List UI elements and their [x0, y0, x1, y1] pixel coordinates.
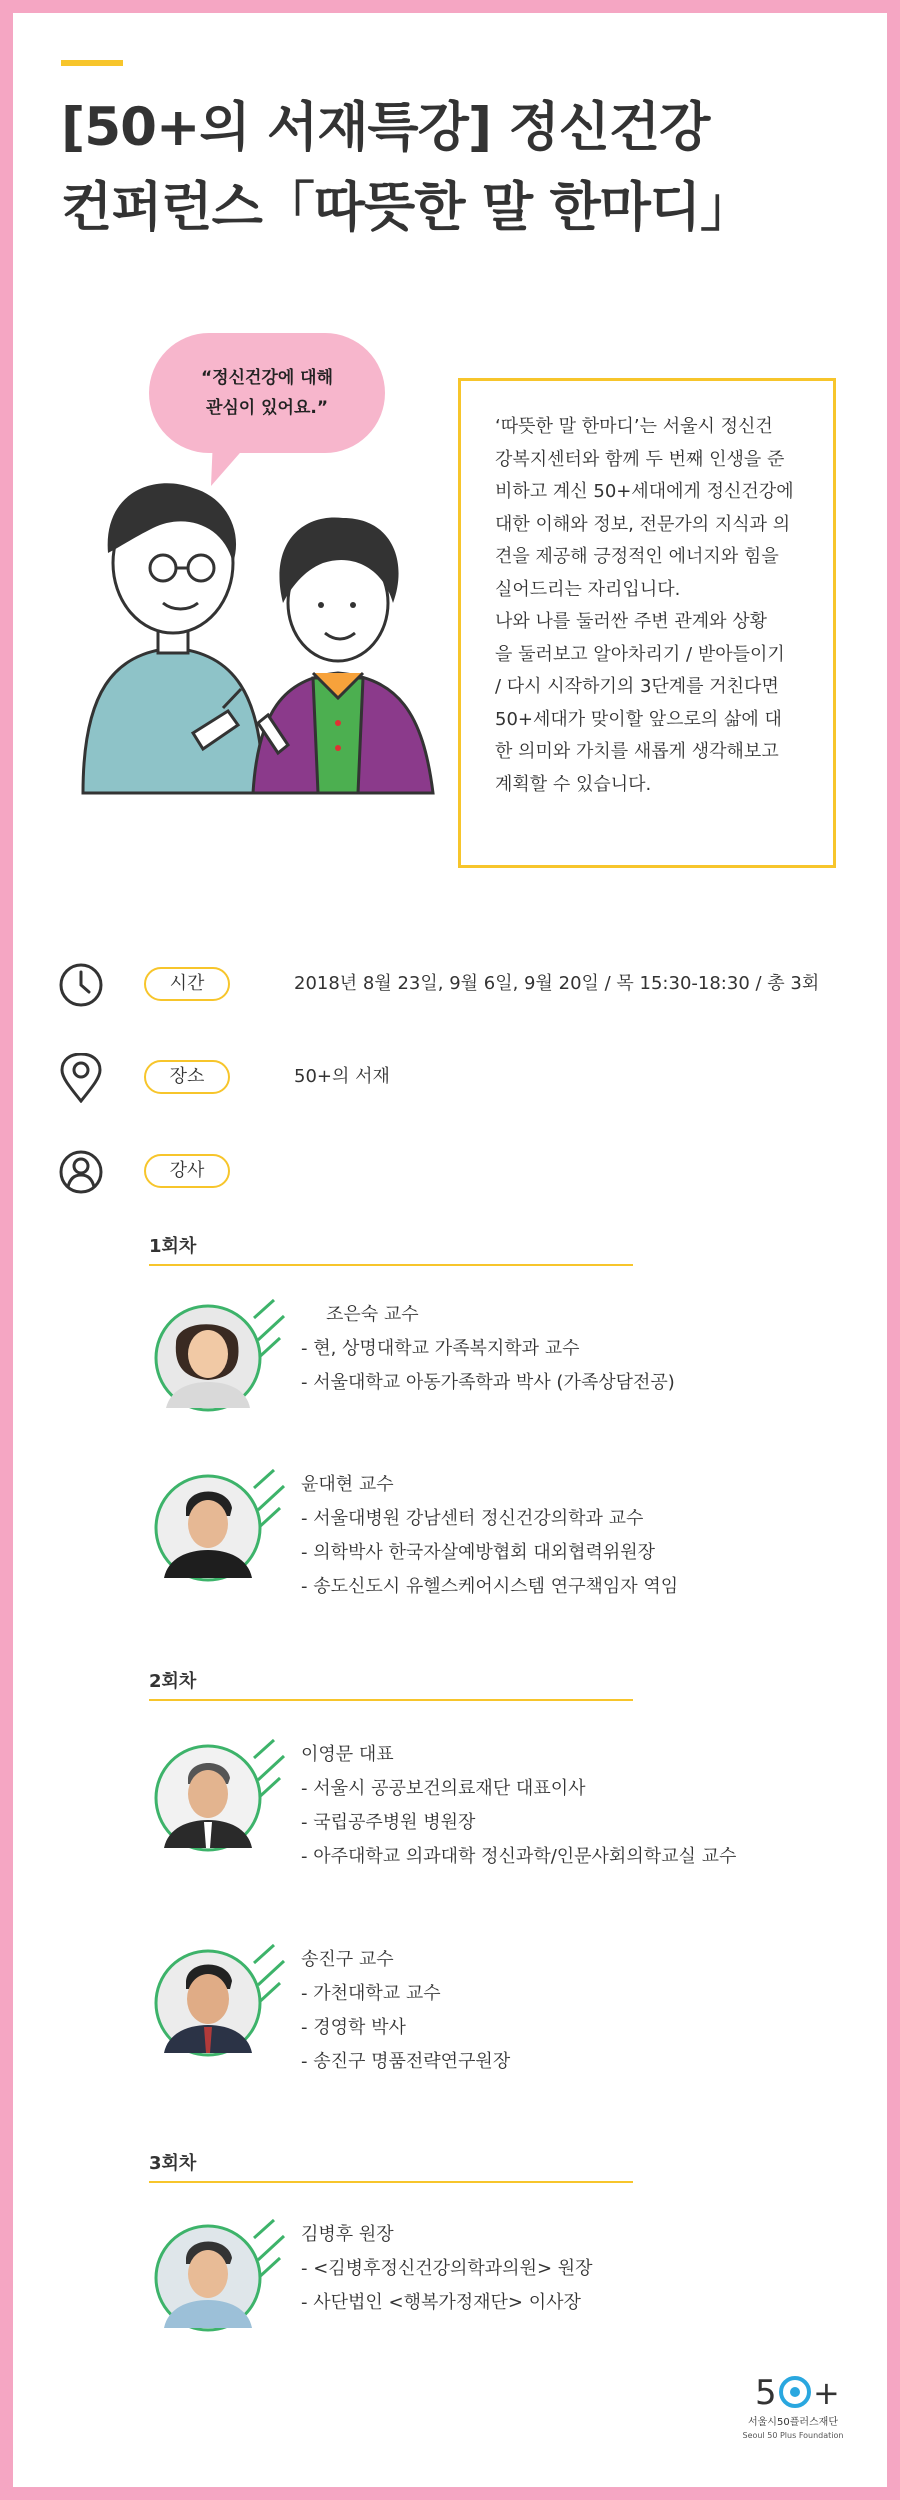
speaker-name: 김병후 원장 [301, 2224, 394, 2245]
speaker-detail: - 현, 상명대학교 가족복지학과 교수 [301, 1338, 580, 1359]
time-value: 2018년 8월 23일, 9월 6일, 9월 20일 / 목 15:30-18:30 / 총 3회 [294, 973, 820, 994]
logo-korean-name: 서울시50플러스재단 [747, 2417, 838, 2428]
speaker-detail: - <김병후정신건강의학과의원> 원장 [301, 2258, 593, 2279]
speaker-detail: - 사단법인 <행복가정재단> 이사장 [301, 2292, 581, 2313]
man-figure [83, 483, 263, 793]
session-3-divider [149, 2181, 633, 2183]
description-box [458, 378, 836, 868]
speaker-card [146, 1738, 846, 1867]
speaker-avatar [146, 1298, 286, 1418]
speaker-detail: - 국립공주병원 병원장 [301, 1812, 476, 1833]
speaker-detail: - 송도신도시 유헬스케어시스템 연구책임자 역임 [301, 1576, 679, 1597]
speaker-detail: - 서울대학교 아동가족학과 박사 (가족상담전공) [301, 1372, 675, 1393]
speaker-detail: - 서울대병원 강남센터 정신건강의학과 교수 [301, 1508, 644, 1529]
info-row-time [58, 960, 858, 1010]
info-row-place [58, 1053, 858, 1103]
time-label-pill: 시간 [144, 967, 230, 1001]
speaker-card [146, 1468, 846, 1597]
session-3-label: 3회차 [149, 2153, 197, 2174]
speaker-avatar [146, 2218, 286, 2338]
poster-page [13, 13, 887, 2487]
location-pin-icon [58, 1053, 104, 1103]
speaker-detail: - 경영학 박사 [301, 2017, 406, 2038]
session-1-divider [149, 1264, 633, 1266]
bubble-line-1: “정신건강에 대해 [200, 368, 334, 388]
two-people-illustration [53, 453, 473, 803]
place-value: 50+의 서재 [294, 1066, 390, 1087]
speaker-card [146, 1943, 846, 2072]
speaker-avatar [146, 1738, 286, 1858]
woman-figure [253, 517, 433, 793]
speaker-detail: - 아주대학교 의과대학 정신과학/인문사회의학교실 교수 [301, 1846, 737, 1867]
speaker-name: 윤대현 교수 [301, 1474, 394, 1495]
speaker-name: 조은숙 교수 [326, 1304, 419, 1325]
svg-text:+: + [813, 2374, 840, 2412]
logo-mark-icon [733, 2368, 853, 2414]
speaker-detail: - 서울시 공공보건의료재단 대표이사 [301, 1778, 586, 1799]
speaker-avatar [146, 1943, 286, 2063]
speaker-avatar [146, 1468, 286, 1588]
page-title [61, 88, 752, 248]
bubble-text [149, 363, 385, 423]
speaker-detail: - 송진구 명품전략연구원장 [301, 2051, 511, 2072]
session-1-label: 1회차 [149, 1236, 197, 1257]
place-label-pill: 장소 [144, 1060, 230, 1094]
session-2-label: 2회차 [149, 1671, 197, 1692]
foundation-logo [733, 2368, 853, 2448]
description-text: ‘따뜻한 말 한마디’는 서울시 정신건 강복지센터와 함께 두 번째 인생을 준 비하고 계신 50+세대에게 정신건강에 대한 이해와 정보, 전문가의 지식과 의 견을 제공해 긍정적인 에너지와 힘을 실어드리는 자리입니다. 나와 나를 둘러싼 주변 관계와 상황 을 둘러보고 알아차리기 / 받아들이기 / 다시 시작하기의 3단계를 거친다면 50+세대가 맞이할 앞으로의 삶에 대 한 의미와 가치를 새롭게 생각해보고 계획할 수 있습니다. [495, 416, 794, 795]
speaker-name: 이영문 대표 [301, 1744, 394, 1765]
bubble-line-2: 관심이 있어요.” [205, 398, 329, 418]
logo-english-name: Seoul 50 Plus Foundation [742, 2431, 844, 2440]
speaker-name: 송진구 교수 [301, 1949, 394, 1970]
speaker-card [146, 2218, 846, 2338]
title-line-1: [50+의 서재특강] 정신건강 [61, 97, 710, 158]
info-row-speaker [58, 1147, 858, 1197]
title-line-2: 컨퍼런스「따뜻한 말 한마디」 [61, 177, 753, 238]
session-2-divider [149, 1699, 633, 1701]
title-accent-bar [61, 60, 123, 66]
svg-text:5: 5 [755, 2373, 777, 2413]
person-icon [58, 1147, 104, 1197]
speaker-detail: - 의학박사 한국자살예방협회 대외협력위원장 [301, 1542, 656, 1563]
speaker-card [146, 1298, 846, 1418]
speaker-detail: - 가천대학교 교수 [301, 1983, 441, 2004]
clock-icon [58, 960, 104, 1010]
speaker-label-pill: 강사 [144, 1154, 230, 1188]
